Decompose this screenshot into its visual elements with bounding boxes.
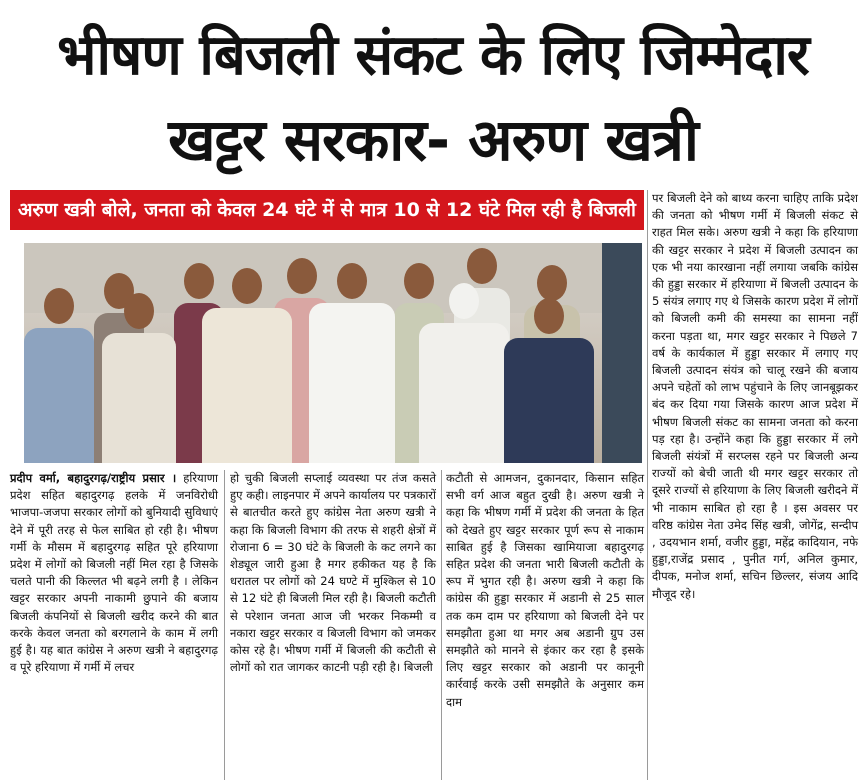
article-column-2	[230, 470, 436, 676]
article-column-1	[10, 470, 218, 676]
photo-person	[202, 268, 292, 463]
column-2-text: हो चुकी बिजली सप्लाई व्यवस्था पर तंज कसते हुए कही। लाइनपार में अपने कार्यालय पर पत्रकारों से बातचीत करते हुए कांग्रेस नेता अरुण खत्री ने कहा कि बिजली विभाग की तरफ से शहरी क्षेत्रों में रोजाना 6 = 30 घंटे के बिजली के कट लगने का शेड्यूल जारी हुआ है मगर हकीकत यह है कि धरातल पर लोगों को 24 घण्टे में मुश्किल से 10 से 12 घंटे ही बिजली मिल रही है। बिजली कटौती से परेशान जनता आज जी भरकर निकम्मी व नकारा खट्टर सरकार व बिजली विभाग को जमकर कोस रहे है। भीषण गर्मी में बिजली की कटौती से लोगों को रात जागकर काटनी पड़ी रही है। बिजली	[230, 471, 436, 675]
column-3-text: कटौती से आमजन, दुकानदार, किसान सहित सभी वर्ग आज बहुत दुखी है। अरुण खत्री ने कहा कि भीषण गर्मी में प्रदेश की जनता के हित को देखते हुए खट्टर सरकार पूर्ण रूप से नाकाम साबित हुई है जिसका खामियाजा बहादुरगढ़ सहित प्रदेश की जनता भारी बिजली कटौती के रूप में भुगत रही है। अरुण खत्री ने कहा कि कांग्रेस की हुड्डा सरकार में अडानी से 25 साल तक कम दाम पर हरियाणा को बिजली देने पर समझौता हुआ था मगर अब अडानी ग्रुप उस समझौते को मानने से इंकार कर रहा है इसके लिए खट्टर सरकार को अडानी पर कानूनी कार्रवाई करके उसी समझौते के अनुसार कम दाम	[446, 471, 644, 709]
byline: प्रदीप वर्मा, बहादुरगढ़/राष्ट्रीय प्रसार ।	[10, 471, 177, 485]
photo-person	[102, 293, 176, 463]
column-divider	[441, 470, 442, 780]
headline-line-1: भीषण बिजली संकट के लिए जिम्मेदार	[57, 23, 809, 88]
article-column-4	[652, 190, 858, 603]
photo-door	[602, 243, 642, 463]
column-divider	[224, 470, 225, 780]
article-column-3	[446, 470, 644, 711]
column-divider	[647, 190, 648, 780]
photo-person	[309, 263, 395, 463]
group-photo	[24, 243, 642, 463]
photo-person	[24, 288, 94, 463]
photo-person	[419, 283, 509, 463]
column-4-text: पर बिजली देने को बाध्य करना चाहिए ताकि प्रदेश की जनता को भीषण गर्मी में बिजली संकट से राहत मिल सके। अरुण खत्री ने कहा कि हरियाणा की खट्टर सरकार ने प्रदेश में बिजली उत्पादन का एक भी नया कारखाना नहीं लगाया जबकि कांग्रेस की हुड्डा सरकार में हरियाणा में बिजली उत्पादन के 5 संयंत्र लगाए गए थे जिसके कारण प्रदेश में लोगों को बिजली कमी की समस्या का सामना नहीं करना पड़ता था, मगर खट्टर सरकार ने पिछले 7 वर्ष के कार्यकाल में हुड्डा सरकार में लगाए गए बिजली उत्पादन संयंत्र को चालू रखने की बजाय अपने चहेतों को लाभ पहुंचाने के लिए जानबूझकर बंद कर दिया गया जिसके कारण आज प्रदेश में भीषण बिजली संकट का सामना जनता को करना पड़ रहा है। उन्होंने कहा कि हुड्डा सरकार में लगे बिजली संयंत्रों में सरप्लस रहने पर बिजली अन्य राज्यों को बेची जाती थी मगर खट्टर सरकार तो दूसरे राज्यों से हरियाणा के लिए बिजली खरीदने में भी नाकाम साबित हो रहा है । इस अवसर पर वरिष्ठ कांग्रेस नेता उमेद सिंह खत्री, जोगेंद्र, सन्दीप , उदयभान शर्मा, वजीर हुड्डा, महेंद्र कादियान, नफे हुड्डा,राजेंद्र प्रसाद , पुनीत गर्ग, अनिल कुमार, दीपक, मनोज शर्मा, सचिन छिल्लर, संजय आदि मौजूद रहे।	[652, 191, 858, 601]
headline-line-2: खट्टर सरकार- अरुण खत्री	[168, 106, 698, 174]
photo-person	[504, 298, 594, 463]
subheadline-banner: अरुण खत्री बोले, जनता को केवल 24 घंटे में से मात्र 10 से 12 घंटे मिल रही है बिजली	[10, 190, 644, 230]
column-1-text: हरियाणा प्रदेश सहित बहादुरगढ़ हलके में जनविरोधी भाजपा-जजपा सरकार लोगों को बुनियादी सुविधाएं देने में पूरी तरह से फेल साबित हो रही है। भीषण गर्मी के मौसम में बहादुरगढ़ सहित पूरे हरियाणा प्रदेश में लोगों को बिजली नहीं मिल रहा है जिसके चलते पानी की किल्लत भी बढ़ने लगी है । लेकिन खट्टर सरकार अपनी नाकामी छुपाने की बजाय बिजली कंपनियों से बिजली खरीद करने की बात करके केवल जनता को बरगलाने के काम में लगी हुई है। यह बात कांग्रेस ने अरुण खत्री ने बहादुरगढ़ व पूरे हरियाणा में गर्मी में लचर	[10, 471, 218, 675]
